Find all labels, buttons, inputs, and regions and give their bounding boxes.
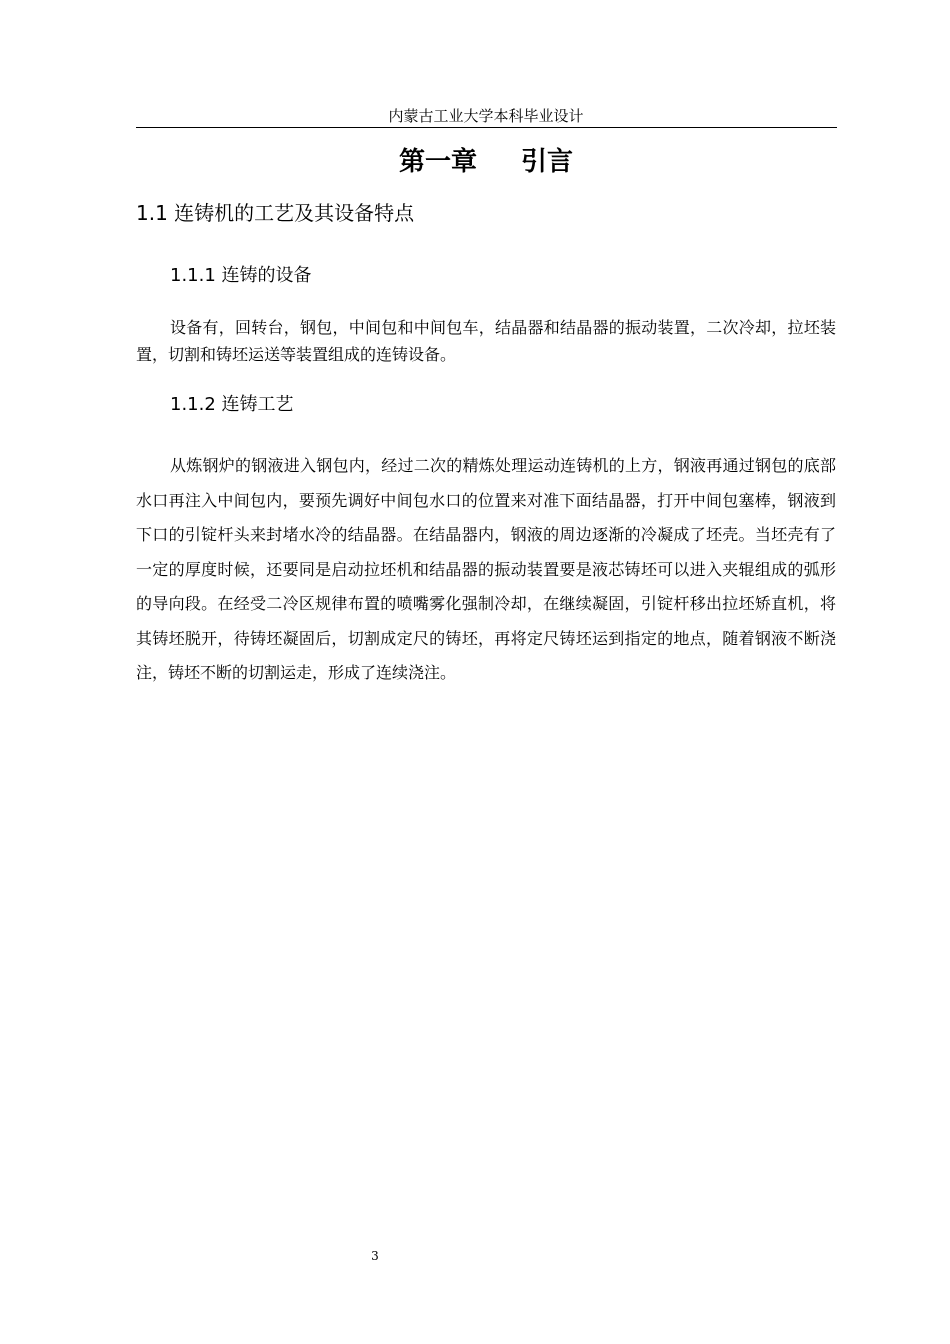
subsection-heading-1-1-2: 1.1.2 连铸工艺 <box>170 394 294 415</box>
subsection-heading-1-1-1: 1.1.1 连铸的设备 <box>170 265 312 286</box>
paragraph-equipment: 设备有，回转台，钢包，中间包和中间包车，结晶器和结晶器的振动装置，二次冷却，拉坯装置，切割和铸坯运送等装置组成的连铸设备。 <box>136 318 836 364</box>
chapter-number: 第一章 <box>398 147 477 177</box>
header-rule <box>136 127 837 128</box>
running-header: 内蒙古工业大学本科毕业设计 <box>388 107 584 125</box>
chapter-name: 引言 <box>521 147 574 177</box>
chapter-title <box>136 144 836 180</box>
section-heading-1-1: 1.1 连铸机的工艺及其设备特点 <box>136 201 415 225</box>
paragraph-process: 从炼钢炉的钢液进入钢包内，经过二次的精炼处理运动连铸机的上方，钢液再通过钢包的底部水口再注入中间包内，要预先调好中间包水口的位置来对准下面结晶器，打开中间包塞棒，钢液到下口的引锭杆头来封堵水冷的结晶器。在结晶器内，钢液的周边逐渐的冷凝成了坯壳。当坯壳有了一定的厚度时候，还要同是启动拉坯机和结晶器的振动装置要是液芯铸坯可以进入夹辊组成的弧形的导向段。在经受二冷区规律布置的喷嘴雾化强制冷却，在继续凝固，引锭杆移出拉坯矫直机，将其铸坯脱开，待铸坯凝固后，切割成定尺的铸坯，再将定尺铸坯运到指定的地点，随着钢液不断浇注，铸坯不断的切割运走，形成了连续浇注。 <box>136 456 836 682</box>
page-number: 3 <box>371 1249 379 1263</box>
